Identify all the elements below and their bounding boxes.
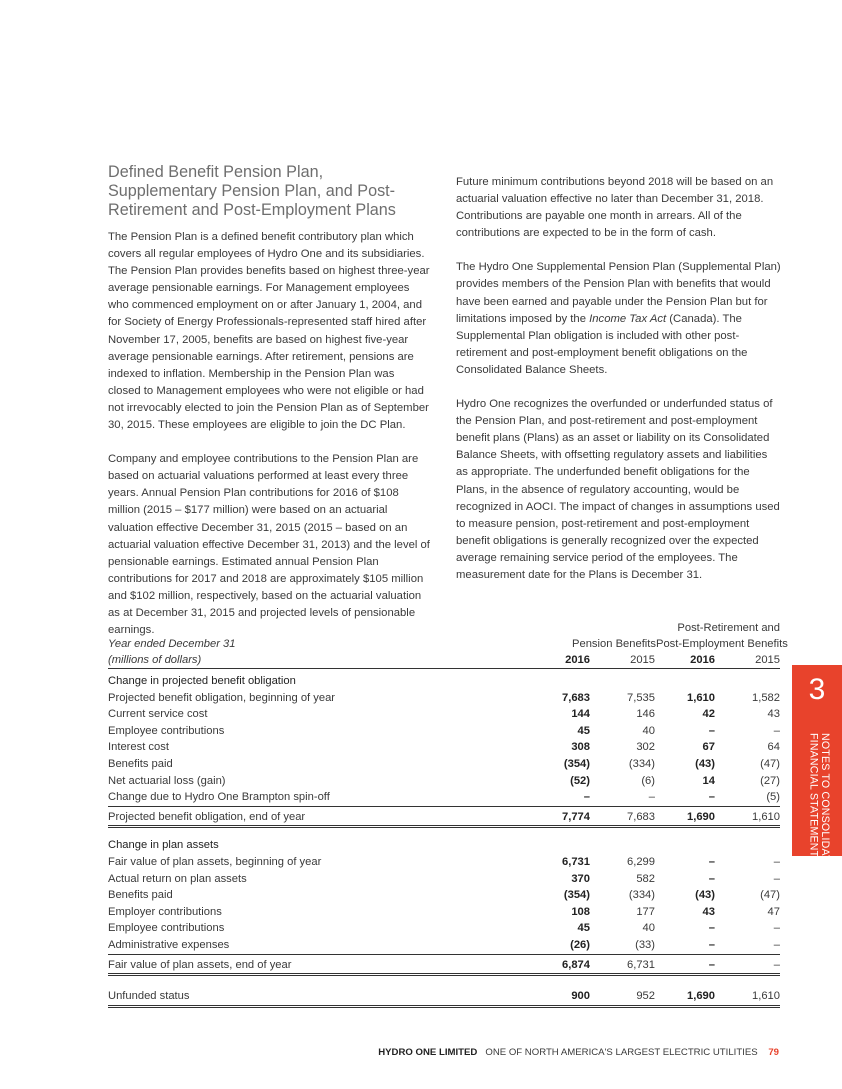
year-col: 2016 <box>565 654 590 666</box>
section-rows <box>108 854 780 955</box>
row-label: Employee contributions <box>108 724 225 737</box>
row-value: 45 <box>577 724 590 737</box>
row-label: Employee contributions <box>108 922 225 935</box>
table-row <box>108 773 780 790</box>
row-value: – <box>708 922 715 935</box>
row-value: (52) <box>570 774 590 787</box>
row-label: Current service cost <box>108 708 208 721</box>
page-footer <box>378 1047 779 1058</box>
row-value: (334) <box>628 757 655 770</box>
table-row <box>108 706 780 723</box>
row-value: – <box>773 922 780 935</box>
row-value: (27) <box>760 774 780 787</box>
table-header-row <box>108 620 780 636</box>
row-label: Employer contributions <box>108 905 222 918</box>
row-value: (354) <box>563 889 590 902</box>
post-header-line1: Post-Retirement and <box>677 622 780 634</box>
row-value: (33) <box>635 938 655 951</box>
row-value: 45 <box>577 922 590 935</box>
section-rows <box>108 690 780 807</box>
row-value: – <box>708 938 715 951</box>
row-value: – <box>773 724 780 737</box>
row-value: 108 <box>571 905 590 918</box>
table-row <box>108 920 780 937</box>
year-label: Year ended December 31 <box>108 638 236 650</box>
table-row: Projected benefit obligation, end of year 7,774 7,683 1,690 1,610 <box>108 809 780 829</box>
row-label: Benefits paid <box>108 757 173 770</box>
row-value: 43 <box>767 708 780 721</box>
table-header-row <box>108 636 788 652</box>
row-value: 14 <box>702 774 715 787</box>
section-title: Change in plan assets <box>108 839 219 852</box>
row-value: (26) <box>570 938 590 951</box>
row-value: 1,582 <box>752 691 780 704</box>
table-row <box>108 854 780 871</box>
row-value: 40 <box>642 922 655 935</box>
act-name: Income Tax Act <box>589 312 667 325</box>
table-row <box>108 756 780 773</box>
table-row <box>108 723 780 740</box>
row-value: 308 <box>571 741 590 754</box>
row-value: 42 <box>702 708 715 721</box>
row-label: Net actuarial loss (gain) <box>108 774 226 787</box>
row-value: – <box>773 872 780 885</box>
post-header-line2: Post-Employment Benefits <box>656 638 788 650</box>
row-label: Actual return on plan assets <box>108 872 247 885</box>
left-column <box>108 163 430 656</box>
row-value: 7,535 <box>627 691 655 704</box>
section-heading: Defined Benefit Pension Plan, Supplementary Pension Plan, and Post-Retirement and Post-Employment Plans <box>108 163 396 219</box>
row-value: 43 <box>702 905 715 918</box>
row-value: (43) <box>695 889 715 902</box>
table-row: Unfunded status 900 952 1,690 1,610 <box>108 988 780 1008</box>
pension-header: Pension Benefits <box>572 638 656 650</box>
table-row <box>108 887 780 904</box>
row-value: (47) <box>760 757 780 770</box>
row-label: Projected benefit obligation, beginning of year <box>108 691 336 704</box>
paragraph: The Pension Plan is a defined benefit contributory plan which covers all regular employees of Hydro One and its subsidiaries. The Pension Plan provides benefits based on highest three-year average pensionable earnings. For Management employees who commenced employment on or after January 1, 2004, and for Society of Energy Professionals-represented staff hired after November 17, 2005, benefits are based on highest five-year average pensionable earnings. After retirement, pensions are indexed to inflation. Membership in the Pension Plan was closed to Management employees who were not eligible or had not irrevocably elected to join the Pension Plan as of September 30, 2015. These employees are eligible to join the DC Plan. <box>108 231 430 432</box>
row-value: 6,299 <box>627 855 655 868</box>
table-row <box>108 937 780 955</box>
row-value: 302 <box>636 741 655 754</box>
row-value: 1,610 <box>687 691 715 704</box>
year-col: 2016 <box>690 654 715 666</box>
row-value: – <box>708 855 715 868</box>
table-row <box>108 690 780 707</box>
benefit-obligations-table <box>108 620 788 1008</box>
row-value: 47 <box>767 905 780 918</box>
row-value: (47) <box>760 889 780 902</box>
row-value: – <box>708 872 715 885</box>
row-value: – <box>648 791 655 804</box>
paragraph: Future minimum contributions beyond 2018 will be based on an actuarial valuation effective no later than December 31, 2018. Contributions are payable one month in arrears. All of the contributions are expected to be in the form of cash. <box>456 176 774 240</box>
row-label: Fair value of plan assets, beginning of year <box>108 855 322 868</box>
page-number: 79 <box>768 1047 779 1058</box>
paragraph: The Hydro One Supplemental Pension Plan (Supplemental Plan) provides members of the Pension Plan with benefits that would have been earned and payable under the Pension Plan but for limitations imposed by the Income Tax Act (Canada). The Supplemental Plan obligation is included with other post-retirement and post-employment benefit obligations on the Consolidated Balance Sheets. <box>456 261 781 376</box>
right-column <box>456 174 782 601</box>
section-number: 3 <box>808 673 826 706</box>
row-value: 6,731 <box>562 855 590 868</box>
year-col: 2015 <box>755 654 780 666</box>
table-row <box>108 871 780 888</box>
row-value: 582 <box>636 872 655 885</box>
section-tab-label: NOTES TO CONSOLIDATED FINANCIAL STATEMENTS <box>807 733 831 877</box>
row-value: 144 <box>571 708 590 721</box>
row-value: (6) <box>641 774 655 787</box>
table-row <box>108 789 780 807</box>
row-label: Administrative expenses <box>108 938 230 951</box>
paragraph: Company and employee contributions to the Pension Plan are based on actuarial valuations performed at least every three years. Annual Pension Plan contributions for 2016 of $108 million (2015 – $177 million) were based on an actuarial valuation effective December 31, 2015 (2015 – based on an actuarial valuation effective December 31, 2013) and the level of pensionable earnings. Estimated annual Pension Plan contributions for 2017 and 2018 are approximately $105 million and $102 million, respectively, based on the actuarial valuation as at December 31, 2015 and projected levels of pensionable earnings. <box>108 453 430 637</box>
units-label: (millions of dollars) <box>108 654 202 666</box>
table-row <box>108 739 780 756</box>
row-label: Benefits paid <box>108 889 173 902</box>
row-value: (354) <box>563 757 590 770</box>
row-value: 370 <box>571 872 590 885</box>
row-value: 177 <box>636 905 655 918</box>
paragraph: Hydro One recognizes the overfunded or underfunded status of the Pension Plan, and post-retirement and post-employment benefit plans (Plans) as an asset or liability on its Consolidated Balance Sheets, with offsetting regulatory assets and liabilities as appropriate. The underfunded benefit obligations for the Plans, in the absence of regulatory accounting, would be recognized in AOCI. The impact of changes in assumptions used to measure pension, post-retirement and post-employment benefit obligations is generally recognized over the expected average remaining service period of the employees. The measurement date for the Plans is December 31. <box>456 398 780 581</box>
row-value: 64 <box>767 741 780 754</box>
table-row <box>108 904 780 921</box>
row-value: – <box>583 791 590 804</box>
row-value: 40 <box>642 724 655 737</box>
row-value: (5) <box>766 791 780 804</box>
row-value: 67 <box>702 741 715 754</box>
row-value: – <box>773 938 780 951</box>
row-label: Change due to Hydro One Brampton spin-off <box>108 791 330 804</box>
section-title: Change in projected benefit obligation <box>108 675 296 687</box>
row-value: – <box>708 791 715 804</box>
row-value: 146 <box>636 708 655 721</box>
company-name: HYDRO ONE LIMITED <box>378 1047 478 1058</box>
row-value: 7,683 <box>562 691 590 704</box>
year-col: 2015 <box>630 654 655 666</box>
row-value: – <box>773 855 780 868</box>
tagline: ONE OF NORTH AMERICA'S LARGEST ELECTRIC UTILITIES <box>485 1047 758 1058</box>
table-row: Fair value of plan assets, end of year 6,874 6,731 – – <box>108 957 780 977</box>
table-header-row <box>108 652 780 669</box>
row-value: (43) <box>695 757 715 770</box>
row-value: (334) <box>628 889 655 902</box>
row-value: – <box>708 724 715 737</box>
row-label: Interest cost <box>108 741 169 754</box>
